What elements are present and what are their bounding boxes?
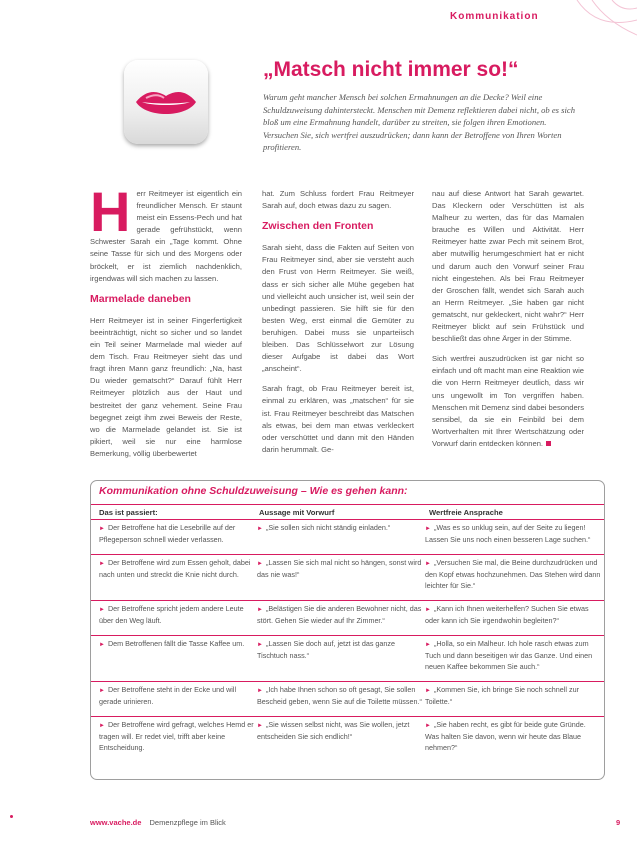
paragraph-intro: err Reitmeyer ist eigentlich ein freundlicher Mensch. Er staunt meist ein Essens-Pech und hat gerade gefrühstückt, wenn Schwester Sarah ein „Tage kommt. Ohne seine Tasse für sich und des Morgens oder bröckelt, er ist ziemlich nachdenklich, irgendwas will sich machen zu lassen.: [90, 189, 242, 283]
footer-url[interactable]: www.vache.de: [90, 818, 142, 827]
arrow-icon: ►: [99, 642, 105, 648]
arrow-icon: ►: [257, 607, 263, 613]
arrow-icon: ►: [425, 526, 431, 532]
arrow-icon: ►: [257, 723, 263, 729]
arrow-icon: ►: [99, 561, 105, 567]
article-column-1: [90, 180, 242, 468]
page-footer: [90, 818, 226, 827]
lips-icon: [124, 60, 208, 144]
table-row: [91, 554, 604, 600]
cell-reproach: „Belästigen Sie die anderen Bewohner nicht, das stört. Gehen Sie wieder auf Ihr Zimmer.“: [257, 604, 422, 625]
arrow-icon: ►: [257, 561, 263, 567]
table-header: [91, 505, 604, 519]
paragraph-conclusion: hat. Zum Schluss fordert Frau Reitmeyer Sarah auf, doch etwas dazu zu sagen.: [262, 189, 414, 211]
arrow-icon: ►: [99, 688, 105, 694]
paragraph-sarah: Sarah fragt, ob Frau Reitmeyer bereit ist, einmal zu erklären, was „matschen“ für sie ist. Frau Reitmeyer beschreibt das Matschen als etwas, bei dem man etwas verkleckert oder verschüttet und dann mit den Händen darin herummalt. Ge-: [262, 384, 414, 454]
cell-situation: Der Betroffene steht in der Ecke und will gerade urinieren.: [99, 685, 237, 706]
cell-situation: Dem Betroffenen fällt die Tasse Kaffee um.: [107, 639, 245, 648]
arrow-icon: ►: [425, 642, 431, 648]
table-row: [91, 681, 604, 716]
article-headline: „Matsch nicht immer so!“: [263, 58, 519, 81]
cell-neutral: „Kommen Sie, ich bringe Sie noch schnell zur Toilette.“: [425, 685, 579, 706]
header-neutral: Wertfreie Ansprache: [429, 508, 503, 517]
page-marker-dot: [10, 815, 13, 818]
article-column-2: [262, 188, 414, 464]
drop-cap: H: [90, 180, 131, 243]
arrow-icon: ►: [99, 723, 105, 729]
cell-neutral: „Versuchen Sie mal, die Beine durchzudrücken und den Kopf etwas hochzunehmen. Das Stehen wird dann leichter für Sie.“: [425, 558, 601, 590]
section-label: Kommunikation: [450, 11, 539, 22]
cell-neutral: „Holla, so ein Malheur. Ich hole rasch etwas zum Tuch und dann beseitigen wir das Ganze. Und einen neuen Kaffee bekommen Sie auch.“: [425, 639, 593, 671]
article-column-3: [432, 188, 584, 458]
communication-table-box: [90, 480, 605, 780]
arrow-icon: ►: [257, 642, 263, 648]
cell-situation: Der Betroffene hat die Lesebrille auf der Pflegeperson schnell wieder verlassen.: [99, 523, 236, 544]
arrow-icon: ►: [425, 723, 431, 729]
arrow-icon: ►: [425, 607, 431, 613]
table-row: [91, 635, 604, 681]
paragraph-answer: nau auf diese Antwort hat Sarah gewartet. Das Kleckern oder Verschütten ist als Malheur zu werten, das für das Mamalen brauche es Willen und Aktivität. Herr Reitmeyer hatte zwar Pech mit seinem Brot, aber mutwillig herumgeschmiert hat er nicht und darum auch den Vorwurf seiner Frau nicht eingestehen. Als bei Frau Reitmeyer der Groschen fällt, wendet sich Sarah auch an Herrn Reitmeyer. „Sie haben gar nicht gematscht, nur gekleckert, nicht wahr?“ Herr Reitmeyer blickt auf sein Frühstück und beschließt das ohne Ärger in der Stimme.: [432, 189, 584, 344]
paragraph-marmelade: Herr Reitmeyer ist in seiner Fingerfertigkeit beeinträchtigt, nicht so sicher und so landet ein Teil seiner Marmelade mal wieder auf dem Tisch. Frau Reitmeyer sieht das und fragt ihren Mann ganz freundlich: „Na, hast Du wieder gematscht?“ Darauf fühlt Herr Reitmeyer plötzlich aus der Haut und bestreitet der ganz vehement. Seine Frau begegnet zeigt ihm zwei Beweis der Reste, wo die Marmelade gelandet ist. Sie ist pikiert, weil sie nur eine harmlose Bemerkung, völlig überbewertet: [90, 315, 242, 458]
article-lead: Warum geht mancher Mensch bei solchen Ermahnungen an die Decke? Weil eine Schuldzuweisung dahintersteckt. Menschen mit Demenz reflektieren dabei nicht, ob es sich bloß um eine Ermahnung handelt, darüber zu streiten, sie folgen ihren Emotionen. Versuchen Sie, sich wertfrei auszudrücken; dann kann der Betroffene von Ihren Worten profitieren.: [263, 92, 576, 153]
paragraph-fronten: Sarah sieht, dass die Fakten auf Seiten von Frau Reitmeyer sind, aber sie versteht auch den Frust von Herrn Reitmeyer. Sie weiß, dass er sich sicher alle Mühe gegeben hat und vielleicht auch unsicher ist, weil sein der unbedingt passieren. Sie hilft sie für den besten Weg, erst einmal die Gemüter zu beruhigen. Dabei muss sie unparteiisch bleiben. Das Schlüsselwort zur Lösung dieser Aufgabe ist dabei das Wort „anscheint“.: [262, 243, 414, 374]
cell-reproach: „Sie sollen sich nicht ständig einladen.“: [265, 523, 391, 532]
cell-situation: Der Betroffene wird gefragt, welches Hemd er tragen will. Er redet viel, trifft aber keine Entscheidung.: [99, 720, 254, 752]
table-row: [91, 519, 604, 554]
cell-situation: Der Betroffene spricht jedem andere Leute über den Weg läuft.: [99, 604, 244, 625]
corner-decoration: [517, 0, 637, 60]
cell-reproach: „Lassen Sie sich mal nicht so hängen, sonst wird das nie was!“: [257, 558, 422, 579]
arrow-icon: ►: [99, 607, 105, 613]
arrow-icon: ►: [425, 561, 431, 567]
arrow-icon: ►: [257, 688, 263, 694]
cell-reproach: „Sie wissen selbst nicht, was Sie wollen, jetzt entscheiden Sie sich endlich!“: [257, 720, 410, 741]
paragraph-closing: Sich wertfrei auszudrücken ist gar nicht so einfach und oft macht man eine Reaktion wie die von Herrn Reitmeyer deutlich, dass wir uns ungewollt im Ton vergriffen haben. Menschen mit Demenz sind dabei besonders sensibel, da sie ein Feinbild bei dem Wortverhalten mit Ihrer Wertschätzung oder Vorwurf darin entdecken können.: [432, 354, 584, 448]
page-number: 9: [616, 818, 621, 827]
arrow-icon: ►: [99, 526, 105, 532]
cell-neutral: „Was es so unklug sein, auf der Seite zu liegen! Lassen Sie uns noch einen besseren Lage suchen.“: [425, 523, 591, 544]
header-reproach: Aussage mit Vorwurf: [259, 508, 335, 517]
subheading-fronten: Zwischen den Fronten: [262, 220, 374, 233]
end-mark: [546, 441, 551, 446]
table-row: [91, 716, 604, 756]
header-situation: Das ist passiert:: [99, 508, 158, 517]
cell-reproach: „Ich habe Ihnen schon so oft gesagt, Sie sollen Bescheid geben, wenn Sie auf die Toilette müssen.“: [257, 685, 422, 706]
lips-icon-box: [124, 60, 208, 144]
subheading-marmelade: Marmelade daneben: [90, 292, 191, 305]
cell-situation: Der Betroffene wird zum Essen geholt, dabei nach unten und streckt die Knie nicht durch.: [99, 558, 251, 579]
cell-reproach: „Lassen Sie doch auf, jetzt ist das ganze Tischtuch nass.“: [257, 639, 396, 660]
box-title: Kommunikation ohne Schuldzuweisung – Wie es gehen kann:: [91, 481, 604, 505]
arrow-icon: ►: [257, 526, 263, 532]
cell-neutral: „Kann ich Ihnen weiterhelfen? Suchen Sie etwas oder kann ich Sie irgendwohin begleiten?“: [425, 604, 589, 625]
footer-text: Demenzpflege im Blick: [149, 818, 226, 827]
cell-neutral: „Sie haben recht, es gibt für beide gute Gründe. Was halten Sie davon, wenn wir heute das Blaue nehmen?“: [425, 720, 586, 752]
table-row: [91, 600, 604, 635]
arrow-icon: ►: [425, 688, 431, 694]
